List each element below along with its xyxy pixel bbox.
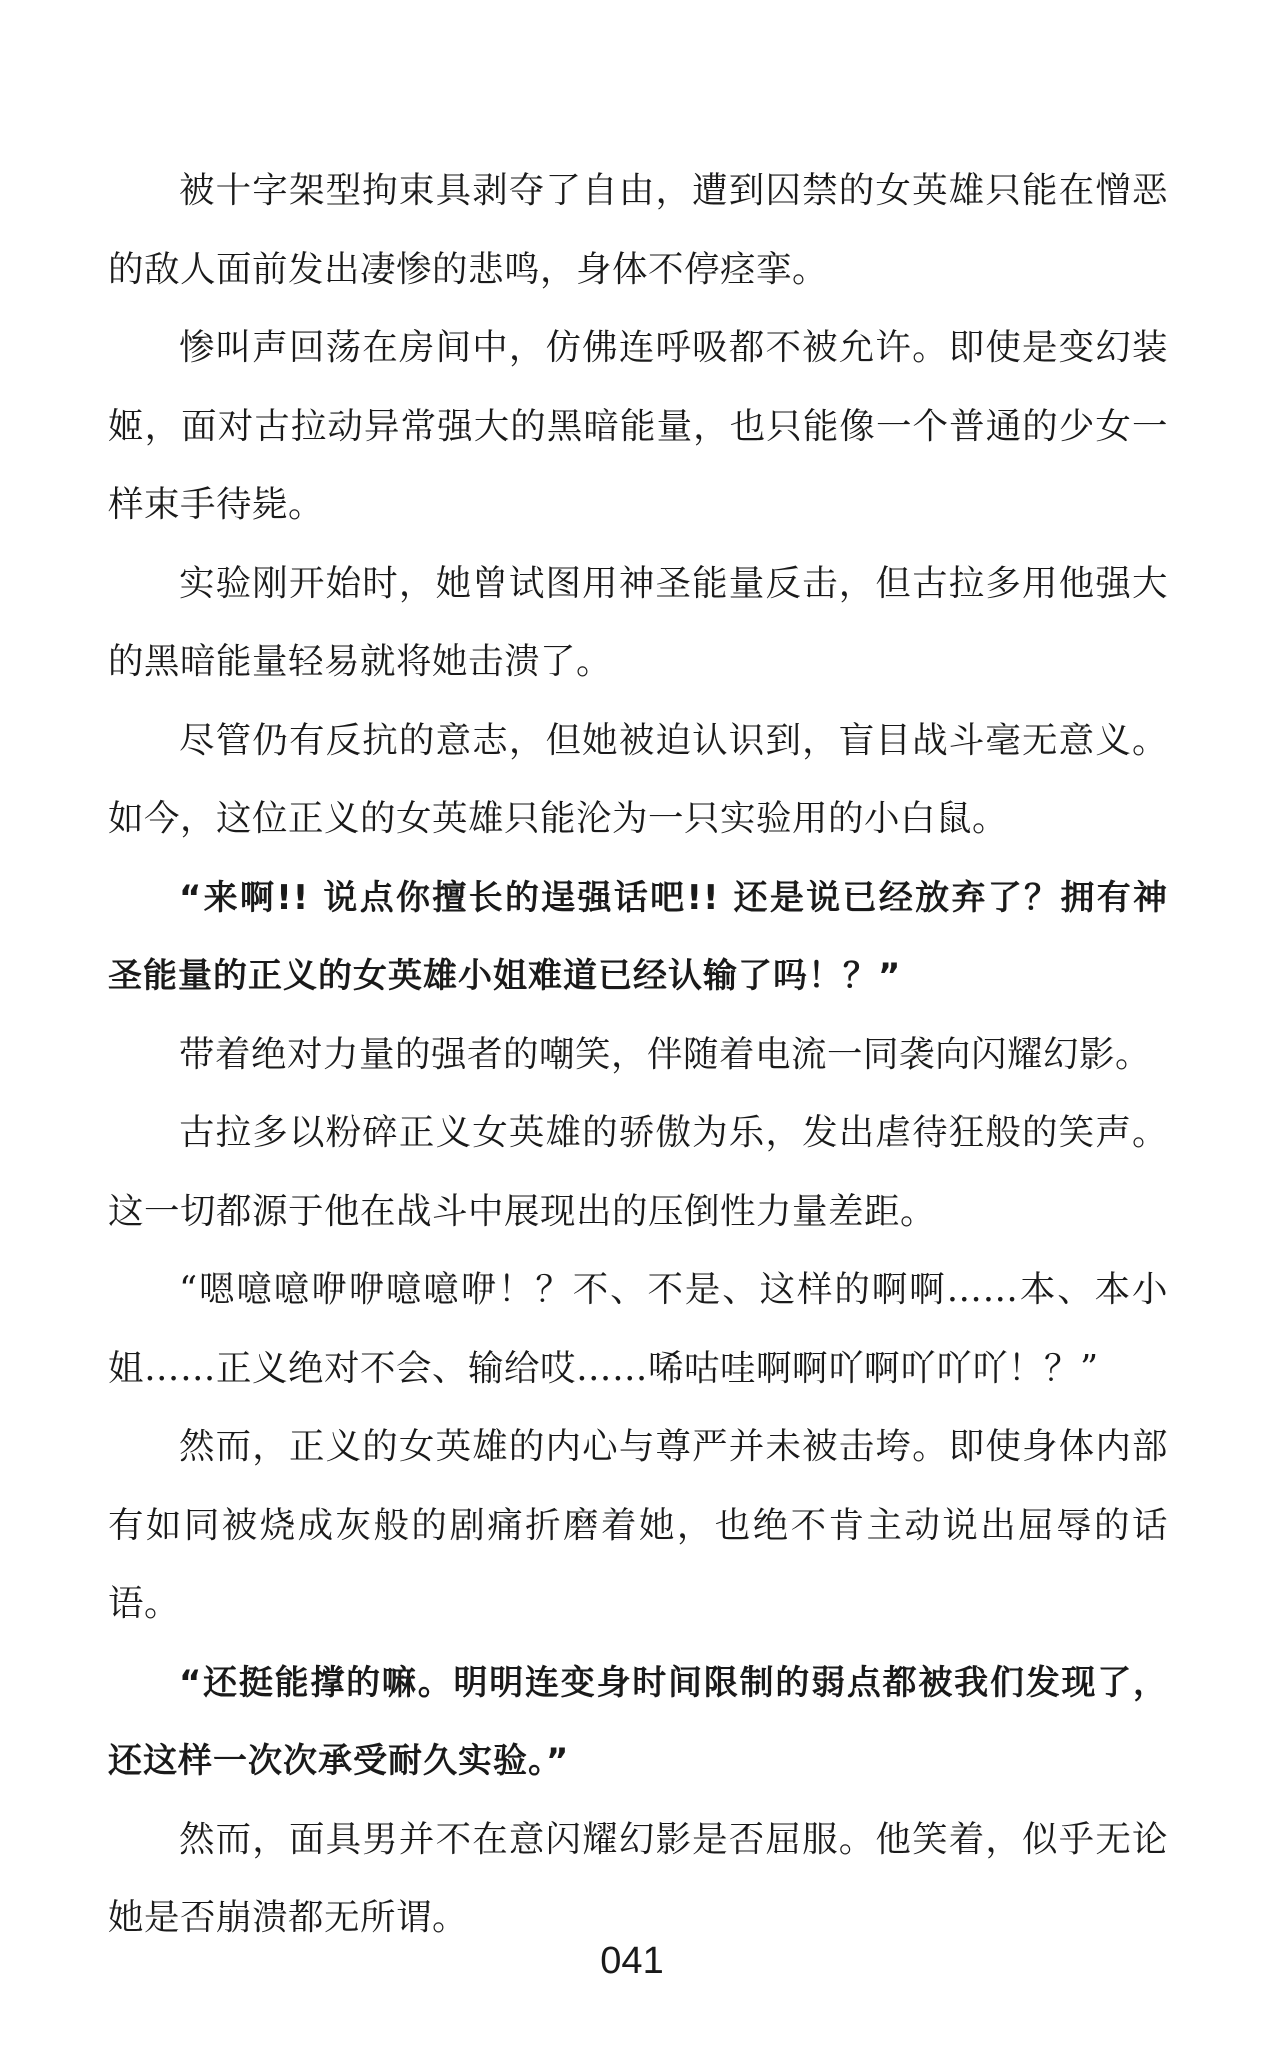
dialogue-paragraph: “来啊!! 说点你擅长的逞强话吧!! 还是说已经放弃了？拥有神圣能量的正义的女英雄小姐难道已经认输了吗！？” — [108, 877, 1168, 996]
paragraph: 实验刚开始时，她曾试图用神圣能量反击，但古拉多用他强大的黑暗能量轻易就将她击溃了。 — [108, 562, 1168, 682]
paragraph: 然而，正义的女英雄的内心与尊严并未被击垮。即使身体内部有如同被烧成灰般的剧痛折磨着她，也绝不肯主动说出屈辱的话语。 — [108, 1426, 1168, 1624]
paragraph: 尽管仍有反抗的意志，但她被迫认识到，盲目战斗毫无意义。如今，这位正义的女英雄只能沦为一只实验用的小白鼠。 — [108, 719, 1168, 839]
dialogue-paragraph: “还挺能撑的嘛。明明连变身时间限制的弱点都被我们发现了，还这样一次次承受耐久实验。” — [108, 1662, 1168, 1781]
page-number: 041 — [600, 1940, 664, 1982]
paragraph: 带着绝对力量的强者的嘲笑，伴随着电流一同袭向闪耀幻影。 — [179, 1033, 1152, 1075]
dialogue-paragraph: “嗯噫噫咿咿噫噫咿！？不、不是、这样的啊啊……本、本小姐……正义绝对不会、输给哎……唏咕哇啊啊吖啊吖吖吖！？” — [108, 1269, 1168, 1389]
paragraph: 惨叫声回荡在房间中，仿佛连呼吸都不被允许。即使是变幻装姬，面对古拉动异常强大的黑暗能量，也只能像一个普通的少女一样束手待毙。 — [108, 327, 1168, 525]
paragraph: 古拉多以粉碎正义女英雄的骄傲为乐，发出虐待狂般的笑声。这一切都源于他在战斗中展现出的压倒性力量差距。 — [108, 1112, 1168, 1232]
paragraph: 被十字架型拘束具剥夺了自由，遭到囚禁的女英雄只能在憎恶的敌人面前发出凄惨的悲鸣，身体不停痉挛。 — [108, 170, 1168, 290]
page-body — [108, 152, 1168, 1958]
paragraph: 然而，面具男并不在意闪耀幻影是否屈服。他笑着，似乎无论她是否崩溃都无所谓。 — [108, 1818, 1168, 1938]
